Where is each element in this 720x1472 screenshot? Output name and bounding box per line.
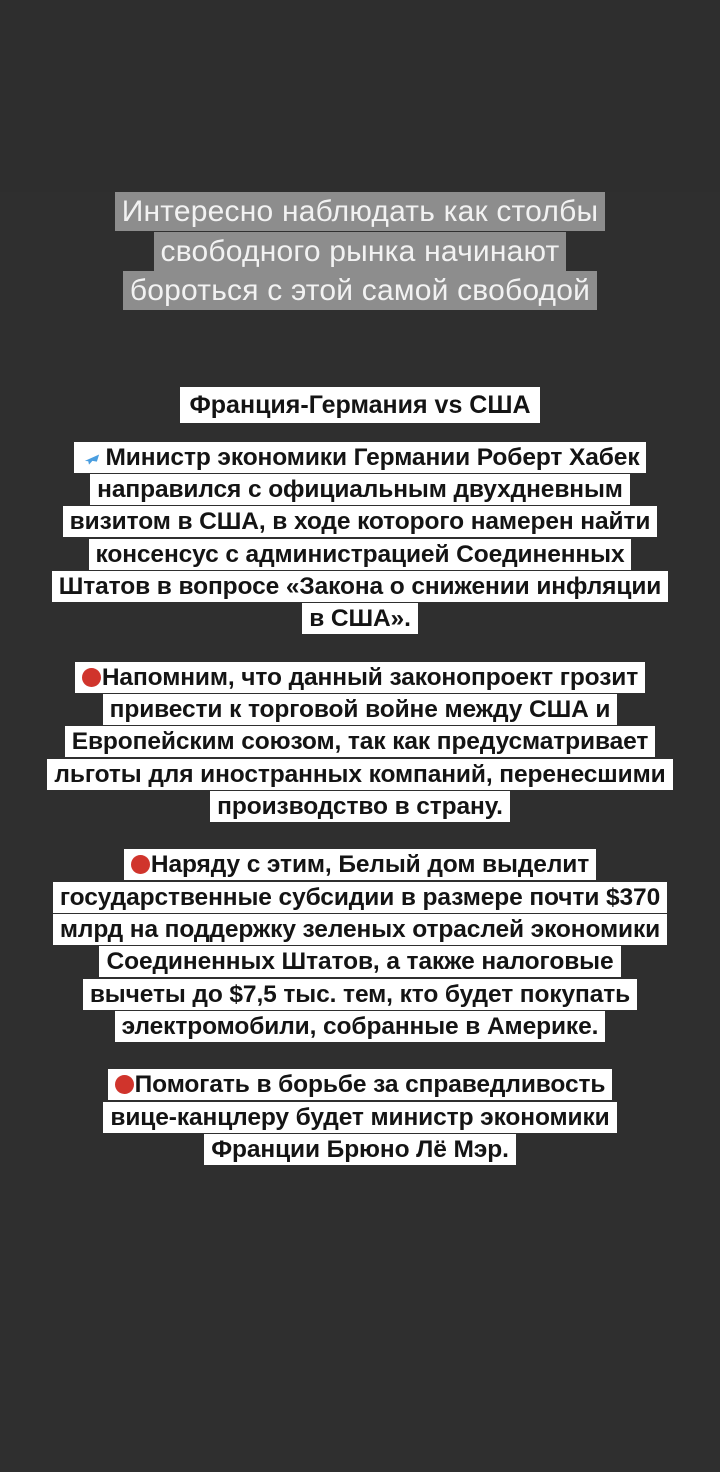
headline-line: бороться с этой самой свободой: [90, 271, 630, 311]
paragraph-2-block: [15, 662, 705, 824]
red-circle-icon: [115, 1075, 134, 1094]
paragraph-line: льготы для иностранных компаний, перенесшими: [15, 759, 705, 791]
red-circle-icon: [82, 668, 101, 687]
paragraph-line: Наряду с этим, Белый дом выделит: [15, 849, 705, 881]
paragraph-line: Франции Брюно Лё Мэр.: [15, 1134, 705, 1166]
paragraph-line: Напомним, что данный законопроект грозит: [15, 662, 705, 694]
paragraph-line: Штатов в вопросе «Закона о снижении инфляции: [15, 571, 705, 603]
paragraph-line: Европейским союзом, так как предусматривает: [15, 726, 705, 758]
paragraph-line: вице-канцлеру будет министр экономики: [15, 1102, 705, 1134]
airplane-icon: [81, 445, 103, 463]
paragraph-1-block: [15, 442, 705, 636]
story-canvas: [0, 192, 720, 1472]
headline-line: свободного рынка начинают: [90, 232, 630, 272]
topic-title-block: [60, 389, 660, 422]
paragraph-line: в США».: [15, 603, 705, 635]
paragraph-line: привести к торговой войне между США и: [15, 694, 705, 726]
paragraph-line: направился с официальным двухдневным: [15, 474, 705, 506]
paragraph-line: млрд на поддержку зеленых отраслей экономики: [15, 914, 705, 946]
red-circle-icon: [131, 855, 150, 874]
paragraph-line: консенсус с администрацией Соединенных: [15, 539, 705, 571]
paragraph-4-block: [15, 1069, 705, 1166]
topic-title-line: Франция-Германия vs США: [60, 389, 660, 422]
paragraph-line: визитом в США, в ходе которого намерен найти: [15, 506, 705, 538]
paragraph-line: Соединенных Штатов, а также налоговые: [15, 946, 705, 978]
headline-text-block: [90, 192, 630, 311]
paragraph-line: электромобили, собранные в Америке.: [15, 1011, 705, 1043]
paragraph-line: Министр экономики Германии Роберт Хабек: [15, 442, 705, 474]
paragraph-line: вычеты до $7,5 тыс. тем, кто будет покупать: [15, 979, 705, 1011]
paragraph-line: Помогать в борьбе за справедливость: [15, 1069, 705, 1101]
paragraph-line: государственные субсидии в размере почти $370: [15, 882, 705, 914]
headline-line: Интересно наблюдать как столбы: [90, 192, 630, 232]
paragraph-3-block: [15, 849, 705, 1043]
paragraph-line: производство в страну.: [15, 791, 705, 823]
